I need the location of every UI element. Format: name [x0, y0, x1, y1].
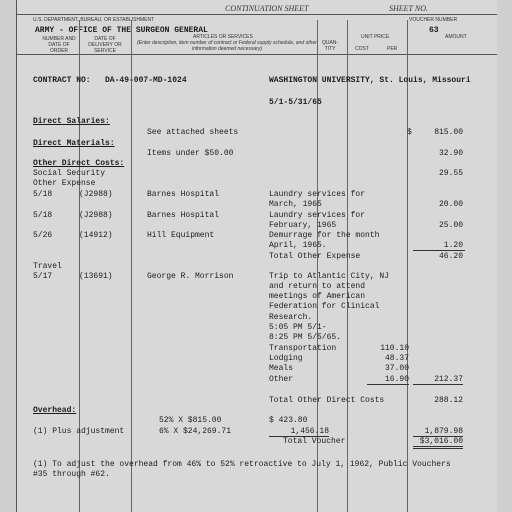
item-desc-line: April, 1965. [269, 241, 327, 250]
col-amount: AMOUNT [445, 34, 467, 40]
travel-label: Travel [33, 262, 62, 271]
social-security-label: Social Security [33, 169, 106, 178]
item-order: (J2988) [79, 190, 113, 199]
item-date: 5/18 [33, 190, 53, 199]
item-desc-line: February, 1965 [269, 221, 337, 230]
direct-materials-label: Direct Materials: [33, 139, 115, 148]
total-other-expense-amount: 46.20 [438, 252, 463, 261]
total-other-expense-label: Total Other Expense [269, 252, 361, 261]
travel-desc-line: 5:05 PM 5/1- [269, 323, 327, 332]
col-cost: COST [355, 46, 369, 52]
total-voucher-amount: $3,016.00 [413, 437, 463, 449]
travel-desc-line: Research. [269, 313, 313, 322]
col-divider [131, 20, 132, 512]
adjustment-label: (1) Plus adjustment [33, 427, 125, 436]
overhead-calc: 52% X $815.00 [159, 416, 222, 425]
col-unit-price: UNIT PRICE [361, 34, 390, 40]
direct-salaries-label: Direct Salaries: [33, 117, 110, 126]
travel-desc-line: 8:25 PM 5/5/65. [269, 333, 342, 342]
direct-materials-amount: 32.90 [438, 149, 463, 158]
item-date: 5/26 [33, 231, 53, 240]
org-name: ARMY - OFFICE OF THE SURGEON GENERAL [35, 26, 208, 35]
item-desc-line: Demurrage for the month [269, 231, 380, 240]
travel-desc-line: meetings of American [269, 292, 366, 301]
dept-label: U.S. DEPARTMENT, BUREAU, OR ESTABLISHMENT [33, 17, 155, 23]
continuation-sheet [16, 0, 497, 512]
adjustment-calc: 6% X $24,269.71 [159, 427, 232, 436]
travel-line-amount: 37.00 [384, 364, 409, 373]
overhead-sum: 1,879.98 [413, 427, 463, 437]
travel-date: 5/17 [33, 272, 53, 281]
travel-line-label: Lodging [269, 354, 303, 363]
col-per: PER [387, 46, 398, 52]
col-divider [347, 20, 348, 512]
item-order: (14912) [79, 231, 113, 240]
other-direct-label: Other Direct Costs: [33, 159, 125, 168]
col-divider [79, 20, 80, 512]
period: 5/1-5/31/65 [269, 98, 322, 107]
travel-desc-line: Federation for Clinical [269, 302, 380, 311]
direct-materials-desc: Items under $50.00 [147, 149, 234, 158]
footnote-line: #35 through #62. [33, 470, 110, 479]
col-quantity: QUAN-TITY [321, 40, 339, 52]
col-divider [407, 20, 408, 512]
travel-desc-line: Trip to Atlantic City, NJ [269, 272, 390, 281]
travel-line-label: Other [269, 375, 294, 384]
overhead-amount: $ 423.80 [269, 416, 308, 425]
subtotal-rule [413, 250, 465, 251]
other-expense-label: Other Expense [33, 179, 96, 188]
item-desc-line: March, 1965 [269, 200, 322, 209]
social-security-amount: 29.55 [438, 169, 463, 178]
sheet-no-label: SHEET NO. [389, 4, 428, 13]
travel-desc-line: and return to attend [269, 282, 366, 291]
direct-salaries-amount: 815.00 [434, 128, 463, 137]
footnote-line: (1) To adjust the overhead from 46% to 52% retroactive to July 1, 1962, Public Vouchers [33, 460, 451, 469]
overhead-label: Overhead: [33, 406, 77, 415]
item-vendor: Hill Equipment [147, 231, 215, 240]
item-amount: 1.20 [443, 241, 463, 250]
travel-order: (13691) [79, 272, 113, 281]
item-order: (J2988) [79, 211, 113, 220]
item-amount: 20.00 [438, 200, 463, 209]
item-date: 5/18 [33, 211, 53, 220]
item-desc-line: Laundry services for [269, 211, 366, 220]
traveler-name: George R. Morrison [147, 272, 234, 281]
col-number-date: NUMBER AND DATE OF ORDER [42, 36, 76, 54]
adjustment-amount: 1,456.18 [269, 427, 329, 437]
dollar-sign: $ [407, 128, 412, 137]
direct-salaries-desc: See attached sheets [147, 128, 239, 137]
travel-line-amount: 48.37 [384, 354, 409, 363]
col-delivery: DATE OF DELIVERY OR SERVICE [88, 36, 122, 54]
voucher-number: 63 [429, 26, 439, 35]
travel-total: 212.37 [413, 375, 463, 385]
travel-line-label: Meals [269, 364, 294, 373]
sheet-title: CONTINUATION SHEET [225, 4, 309, 13]
contract-label: CONTRACT NO: [33, 76, 91, 85]
total-voucher-label: Total Voucher [283, 437, 346, 446]
total-other-direct-label: Total Other Direct Costs [269, 396, 385, 405]
item-amount: 25.00 [438, 221, 463, 230]
col-articles-sub: (Enter description, item number of contract or Federal supply schedule, and other information deemed necessary) [137, 40, 317, 52]
col-articles: ARTICLES OR SERVICES [193, 34, 253, 40]
item-vendor: Barnes Hospital [147, 190, 220, 199]
item-desc-line: Laundry services for [269, 190, 366, 199]
institution: WASHINGTON UNIVERSITY, St. Louis, Missouri [269, 76, 471, 85]
voucher-number-label: VOUCHER NUMBER [409, 17, 458, 23]
item-vendor: Barnes Hospital [147, 211, 220, 220]
travel-line-amount: 110.10 [380, 344, 409, 353]
contract-number: DA-49-007-MD-1024 [105, 76, 187, 85]
travel-line-label: Transportation [269, 344, 337, 353]
total-other-direct-amount: 288.12 [434, 396, 463, 405]
header-rule [17, 14, 497, 15]
columns-rule [17, 54, 497, 55]
travel-line-amount: 16.90 [367, 375, 409, 385]
